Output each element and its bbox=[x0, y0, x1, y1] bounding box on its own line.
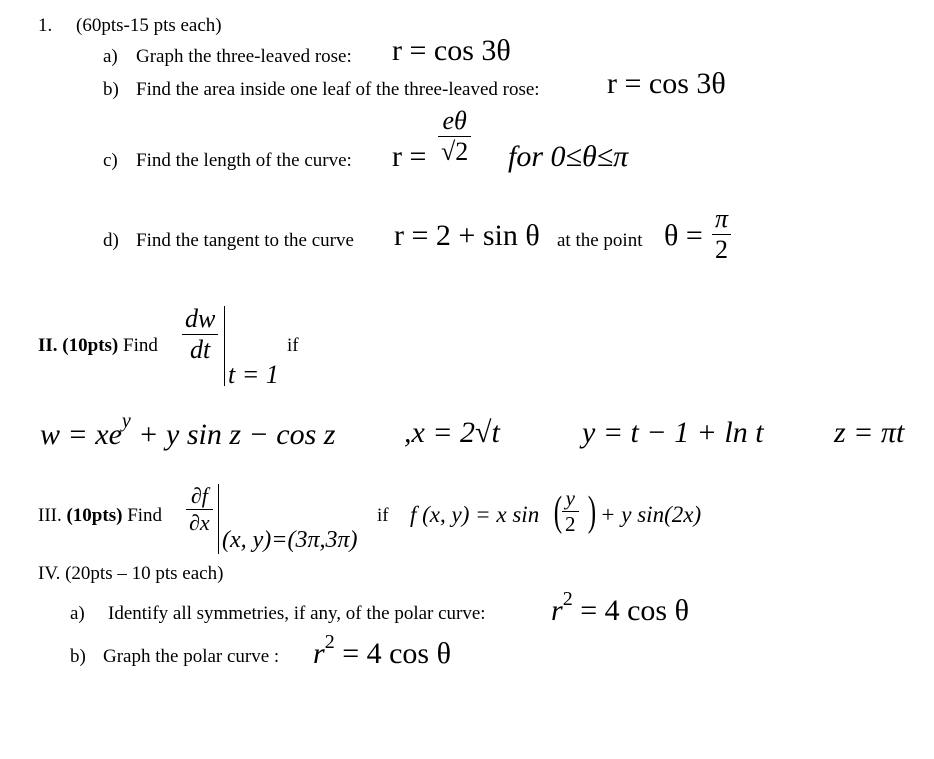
q2-x-equation: ,x = 2√t bbox=[404, 416, 500, 449]
q1c-text: Find the length of the curve: bbox=[136, 150, 352, 171]
q4-number: IV. bbox=[38, 563, 61, 584]
q4-heading bbox=[38, 563, 223, 585]
q3-if: if bbox=[377, 505, 389, 526]
q4b-r: r bbox=[313, 637, 325, 670]
q4a-label: a) bbox=[70, 603, 85, 624]
q2-w-lhs: w = xe bbox=[40, 418, 122, 451]
q4b-label: b) bbox=[70, 646, 86, 667]
q1d-theta: θ = bbox=[664, 219, 703, 252]
q1a-label: a) bbox=[103, 46, 118, 67]
q2-points: (10pts) bbox=[62, 335, 119, 356]
q3-denominator: ∂x bbox=[186, 509, 213, 536]
q3-eval-point: (x, y)=(3π,3π) bbox=[222, 527, 358, 553]
q1-number: 1. bbox=[38, 15, 53, 36]
q4a-text: Identify all symmetries, if any, of the polar curve: bbox=[108, 603, 486, 624]
q3-heading bbox=[38, 505, 162, 527]
q2-heading bbox=[38, 335, 158, 357]
q4b-text: Graph the polar curve : bbox=[103, 646, 280, 667]
q1c-denominator: √2 bbox=[438, 136, 471, 167]
q4b-equation bbox=[313, 631, 451, 671]
q4a-exponent: 2 bbox=[562, 588, 573, 610]
q4a-equation bbox=[551, 588, 689, 628]
q2-z-equation: z = πt bbox=[834, 416, 905, 449]
q4a-r: r bbox=[551, 594, 563, 627]
q2-w-exponent: y bbox=[121, 410, 131, 432]
q4b-rest: = 4 cos θ bbox=[342, 637, 451, 670]
q1d-mid-text: at the point bbox=[557, 230, 643, 251]
q4b-exponent: 2 bbox=[324, 631, 335, 653]
q1c-fraction bbox=[438, 106, 471, 167]
q4-header: (20pts – 10 pts each) bbox=[65, 563, 224, 584]
q3-f-rest: + y sin(2x) bbox=[600, 502, 702, 527]
q1d-denominator: 2 bbox=[712, 234, 731, 265]
q1c-lhs: r = bbox=[392, 140, 427, 173]
q3-f-numerator: y bbox=[565, 486, 575, 510]
q2-find: Find bbox=[123, 335, 158, 356]
q3-f-fraction bbox=[562, 486, 579, 537]
q1c-range: for 0≤θ≤π bbox=[508, 140, 629, 173]
q1d-text: Find the tangent to the curve bbox=[136, 230, 354, 251]
q3-eval-bar bbox=[218, 484, 219, 554]
q1c-label: c) bbox=[103, 150, 118, 171]
q3-find: Find bbox=[127, 505, 163, 526]
q1b-text: Find the area inside one leaf of the three-leaved rose: bbox=[136, 79, 540, 100]
q1d-equation: r = 2 + sin θ bbox=[394, 219, 540, 252]
q3-left-paren: ( bbox=[553, 489, 563, 535]
q2-numerator: dw bbox=[185, 304, 216, 333]
q2-w-equation bbox=[40, 410, 336, 452]
q1b-label: b) bbox=[103, 79, 119, 100]
q3-f-denominator: 2 bbox=[562, 511, 579, 537]
q1a-equation: r = cos 3θ bbox=[392, 34, 511, 67]
q1d-fraction bbox=[712, 204, 731, 265]
q2-number: II. bbox=[38, 335, 58, 356]
q2-eval-bar bbox=[224, 306, 225, 386]
q1d-numerator: π bbox=[715, 204, 729, 233]
q3-number: III. bbox=[38, 505, 62, 526]
q3-numerator: ∂f bbox=[190, 483, 208, 508]
q4a-rest: = 4 cos θ bbox=[580, 594, 689, 627]
q2-w-rest: + y sin z − cos z bbox=[138, 418, 336, 451]
q2-if: if bbox=[287, 335, 299, 356]
q3-points: (10pts) bbox=[66, 505, 123, 526]
q1b-equation: r = cos 3θ bbox=[607, 67, 726, 100]
q1d-label: d) bbox=[103, 230, 119, 251]
q3-f-lhs: f (x, y) = x sin bbox=[410, 502, 540, 527]
q3-right-paren: ) bbox=[587, 489, 597, 535]
q1a-text: Graph the three-leaved rose: bbox=[136, 46, 352, 67]
q1c-numerator: eθ bbox=[442, 106, 467, 135]
q2-eval-point: t = 1 bbox=[228, 360, 279, 389]
q2-y-equation: y = t − 1 + ln t bbox=[582, 416, 764, 449]
q2-derivative bbox=[182, 304, 218, 365]
q2-denominator: dt bbox=[182, 334, 218, 365]
q3-partial bbox=[186, 483, 213, 536]
q1-header: (60pts-15 pts each) bbox=[76, 15, 222, 36]
